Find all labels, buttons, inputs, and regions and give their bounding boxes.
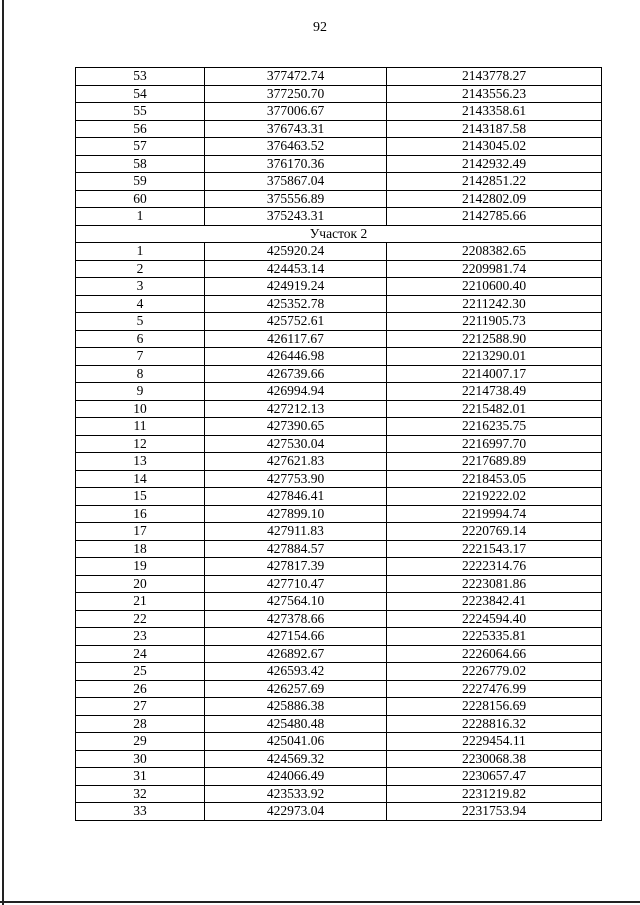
table-row	[76, 155, 602, 173]
point-number-cell: 3	[76, 278, 205, 296]
point-number-cell: 57	[76, 138, 205, 156]
x-coordinate-cell: 426593.42	[205, 663, 387, 681]
y-coordinate-cell: 2223842.41	[387, 593, 602, 611]
table-row	[76, 785, 602, 803]
table-row	[76, 715, 602, 733]
y-coordinate-cell: 2210600.40	[387, 278, 602, 296]
y-coordinate-cell: 2230657.47	[387, 768, 602, 786]
y-coordinate-cell: 2227476.99	[387, 680, 602, 698]
y-coordinate-cell: 2143778.27	[387, 68, 602, 86]
table-row	[76, 313, 602, 331]
table-row	[76, 295, 602, 313]
point-number-cell: 1	[76, 208, 205, 226]
point-number-cell: 23	[76, 628, 205, 646]
table-row	[76, 628, 602, 646]
table-row	[76, 190, 602, 208]
y-coordinate-cell: 2228816.32	[387, 715, 602, 733]
table-row	[76, 365, 602, 383]
table-section-part1	[76, 68, 602, 226]
x-coordinate-cell: 425041.06	[205, 733, 387, 751]
table-row	[76, 330, 602, 348]
table-section-heading	[76, 225, 602, 243]
x-coordinate-cell: 377472.74	[205, 68, 387, 86]
point-number-cell: 21	[76, 593, 205, 611]
point-number-cell: 17	[76, 523, 205, 541]
y-coordinate-cell: 2220769.14	[387, 523, 602, 541]
x-coordinate-cell: 425752.61	[205, 313, 387, 331]
y-coordinate-cell: 2219222.02	[387, 488, 602, 506]
point-number-cell: 7	[76, 348, 205, 366]
point-number-cell: 20	[76, 575, 205, 593]
y-coordinate-cell: 2230068.38	[387, 750, 602, 768]
point-number-cell: 30	[76, 750, 205, 768]
x-coordinate-cell: 377250.70	[205, 85, 387, 103]
point-number-cell: 16	[76, 505, 205, 523]
point-number-cell: 53	[76, 68, 205, 86]
table-row	[76, 558, 602, 576]
y-coordinate-cell: 2229454.11	[387, 733, 602, 751]
y-coordinate-cell: 2214738.49	[387, 383, 602, 401]
table-row	[76, 68, 602, 86]
y-coordinate-cell: 2231753.94	[387, 803, 602, 821]
x-coordinate-cell: 426739.66	[205, 365, 387, 383]
table-row	[76, 505, 602, 523]
y-coordinate-cell: 2216997.70	[387, 435, 602, 453]
point-number-cell: 58	[76, 155, 205, 173]
x-coordinate-cell: 377006.67	[205, 103, 387, 121]
x-coordinate-cell: 425480.48	[205, 715, 387, 733]
x-coordinate-cell: 376463.52	[205, 138, 387, 156]
point-number-cell: 55	[76, 103, 205, 121]
x-coordinate-cell: 426446.98	[205, 348, 387, 366]
table-row	[76, 173, 602, 191]
y-coordinate-cell: 2142802.09	[387, 190, 602, 208]
y-coordinate-cell: 2212588.90	[387, 330, 602, 348]
point-number-cell: 56	[76, 120, 205, 138]
point-number-cell: 59	[76, 173, 205, 191]
point-number-cell: 4	[76, 295, 205, 313]
x-coordinate-cell: 427817.39	[205, 558, 387, 576]
x-coordinate-cell: 427390.65	[205, 418, 387, 436]
point-number-cell: 25	[76, 663, 205, 681]
x-coordinate-cell: 427378.66	[205, 610, 387, 628]
y-coordinate-cell: 2209981.74	[387, 260, 602, 278]
scan-edge-bottom	[0, 901, 640, 903]
point-number-cell: 33	[76, 803, 205, 821]
y-coordinate-cell: 2217689.89	[387, 453, 602, 471]
point-number-cell: 5	[76, 313, 205, 331]
y-coordinate-cell: 2225335.81	[387, 628, 602, 646]
y-coordinate-cell: 2211242.30	[387, 295, 602, 313]
y-coordinate-cell: 2143045.02	[387, 138, 602, 156]
y-coordinate-cell: 2226064.66	[387, 645, 602, 663]
x-coordinate-cell: 427884.57	[205, 540, 387, 558]
y-coordinate-cell: 2222314.76	[387, 558, 602, 576]
y-coordinate-cell: 2218453.05	[387, 470, 602, 488]
x-coordinate-cell: 427710.47	[205, 575, 387, 593]
table-row	[76, 768, 602, 786]
table-row	[76, 278, 602, 296]
x-coordinate-cell: 427530.04	[205, 435, 387, 453]
y-coordinate-cell: 2143187.58	[387, 120, 602, 138]
x-coordinate-cell: 425352.78	[205, 295, 387, 313]
y-coordinate-cell: 2221543.17	[387, 540, 602, 558]
table-row	[76, 120, 602, 138]
y-coordinate-cell: 2219994.74	[387, 505, 602, 523]
x-coordinate-cell: 426994.94	[205, 383, 387, 401]
section-row	[76, 225, 602, 243]
table-row	[76, 435, 602, 453]
table-row	[76, 488, 602, 506]
point-number-cell: 13	[76, 453, 205, 471]
point-number-cell: 60	[76, 190, 205, 208]
point-number-cell: 31	[76, 768, 205, 786]
y-coordinate-cell: 2228156.69	[387, 698, 602, 716]
table-row	[76, 260, 602, 278]
point-number-cell: 32	[76, 785, 205, 803]
point-number-cell: 22	[76, 610, 205, 628]
table-section-part2	[76, 243, 602, 821]
x-coordinate-cell: 427621.83	[205, 453, 387, 471]
point-number-cell: 12	[76, 435, 205, 453]
section-title: Участок 2	[76, 225, 602, 243]
coordinates-table	[75, 67, 602, 821]
y-coordinate-cell: 2215482.01	[387, 400, 602, 418]
y-coordinate-cell: 2208382.65	[387, 243, 602, 261]
x-coordinate-cell: 427154.66	[205, 628, 387, 646]
table-row	[76, 243, 602, 261]
table-row	[76, 103, 602, 121]
x-coordinate-cell: 424569.32	[205, 750, 387, 768]
table-row	[76, 383, 602, 401]
point-number-cell: 28	[76, 715, 205, 733]
point-number-cell: 26	[76, 680, 205, 698]
table-row	[76, 348, 602, 366]
x-coordinate-cell: 427753.90	[205, 470, 387, 488]
point-number-cell: 15	[76, 488, 205, 506]
point-number-cell: 18	[76, 540, 205, 558]
x-coordinate-cell: 424919.24	[205, 278, 387, 296]
point-number-cell: 11	[76, 418, 205, 436]
x-coordinate-cell: 425920.24	[205, 243, 387, 261]
point-number-cell: 2	[76, 260, 205, 278]
point-number-cell: 24	[76, 645, 205, 663]
table-row	[76, 698, 602, 716]
table-row	[76, 470, 602, 488]
table-row	[76, 575, 602, 593]
y-coordinate-cell: 2226779.02	[387, 663, 602, 681]
table-row	[76, 400, 602, 418]
table-row	[76, 750, 602, 768]
y-coordinate-cell: 2143556.23	[387, 85, 602, 103]
table-row	[76, 680, 602, 698]
table-row	[76, 453, 602, 471]
y-coordinate-cell: 2142932.49	[387, 155, 602, 173]
x-coordinate-cell: 426892.67	[205, 645, 387, 663]
table-row	[76, 85, 602, 103]
x-coordinate-cell: 426257.69	[205, 680, 387, 698]
x-coordinate-cell: 375867.04	[205, 173, 387, 191]
table-row	[76, 645, 602, 663]
point-number-cell: 9	[76, 383, 205, 401]
point-number-cell: 54	[76, 85, 205, 103]
x-coordinate-cell: 427911.83	[205, 523, 387, 541]
x-coordinate-cell: 426117.67	[205, 330, 387, 348]
y-coordinate-cell: 2224594.40	[387, 610, 602, 628]
x-coordinate-cell: 425886.38	[205, 698, 387, 716]
point-number-cell: 27	[76, 698, 205, 716]
x-coordinate-cell: 375243.31	[205, 208, 387, 226]
point-number-cell: 10	[76, 400, 205, 418]
table-row	[76, 733, 602, 751]
x-coordinate-cell: 427846.41	[205, 488, 387, 506]
table-row	[76, 663, 602, 681]
y-coordinate-cell: 2211905.73	[387, 313, 602, 331]
x-coordinate-cell: 423533.92	[205, 785, 387, 803]
x-coordinate-cell: 376170.36	[205, 155, 387, 173]
table-row	[76, 540, 602, 558]
x-coordinate-cell: 422973.04	[205, 803, 387, 821]
y-coordinate-cell: 2231219.82	[387, 785, 602, 803]
point-number-cell: 8	[76, 365, 205, 383]
point-number-cell: 29	[76, 733, 205, 751]
table-row	[76, 803, 602, 821]
y-coordinate-cell: 2143358.61	[387, 103, 602, 121]
y-coordinate-cell: 2214007.17	[387, 365, 602, 383]
page-number: 92	[313, 20, 327, 35]
table-row	[76, 138, 602, 156]
table-row	[76, 418, 602, 436]
x-coordinate-cell: 427212.13	[205, 400, 387, 418]
y-coordinate-cell: 2142851.22	[387, 173, 602, 191]
y-coordinate-cell: 2213290.01	[387, 348, 602, 366]
y-coordinate-cell: 2142785.66	[387, 208, 602, 226]
scan-edge-left	[2, 0, 4, 905]
x-coordinate-cell: 427899.10	[205, 505, 387, 523]
table-row	[76, 593, 602, 611]
point-number-cell: 19	[76, 558, 205, 576]
y-coordinate-cell: 2216235.75	[387, 418, 602, 436]
table-row	[76, 208, 602, 226]
x-coordinate-cell: 376743.31	[205, 120, 387, 138]
table-row	[76, 523, 602, 541]
table-row	[76, 610, 602, 628]
point-number-cell: 14	[76, 470, 205, 488]
x-coordinate-cell: 424453.14	[205, 260, 387, 278]
point-number-cell: 1	[76, 243, 205, 261]
y-coordinate-cell: 2223081.86	[387, 575, 602, 593]
x-coordinate-cell: 427564.10	[205, 593, 387, 611]
x-coordinate-cell: 424066.49	[205, 768, 387, 786]
point-number-cell: 6	[76, 330, 205, 348]
x-coordinate-cell: 375556.89	[205, 190, 387, 208]
